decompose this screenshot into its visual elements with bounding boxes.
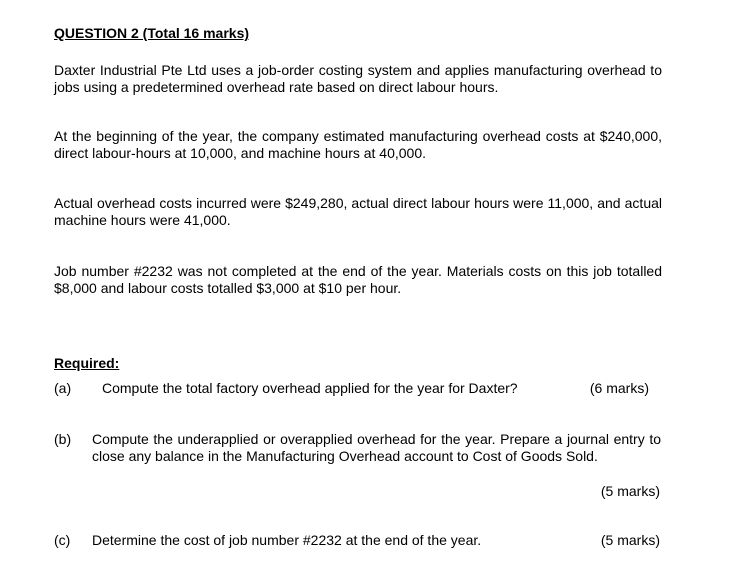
required-label: Required:: [54, 355, 120, 371]
part-b-label: (b): [54, 431, 72, 447]
part-c-text: Determine the cost of job number #2232 at the end of the year.: [92, 532, 482, 548]
part-a-text: Compute the total factory overhead applied for the year for Daxter?: [102, 380, 518, 396]
part-b-marks: (5 marks): [600, 483, 660, 499]
part-a-label: (a): [54, 380, 72, 396]
paragraph-company-description: Daxter Industrial Pte Ltd uses a job-order costing system and applies manufacturing overhead to jobs using a predetermined overhead rate based on direct labour hours.: [54, 62, 662, 95]
part-c-marks: (5 marks): [600, 532, 660, 548]
paragraph-job-details: Job number #2232 was not completed at the end of the year. Materials costs on this job totalled $8,000 and labour costs totalled $3,000 at $10 per hour.: [54, 263, 662, 296]
part-a-marks: (6 marks): [589, 380, 649, 396]
part-c-label: (c): [54, 532, 71, 548]
paragraph-estimates: At the beginning of the year, the company estimated manufacturing overhead costs at $240,000, direct labour-hours at 10,000, and machine hours at 40,000.: [54, 128, 662, 161]
paragraph-actuals: Actual overhead costs incurred were $249,280, actual direct labour hours were 11,000, and actual machine hours were 41,000.: [54, 195, 662, 228]
part-b-text: Compute the underapplied or overapplied overhead for the year. Prepare a journal entry to close any balance in the Manufacturing Overhead account to Cost of Goods Sold.: [92, 431, 661, 464]
question-heading: QUESTION 2 (Total 16 marks): [54, 25, 250, 41]
